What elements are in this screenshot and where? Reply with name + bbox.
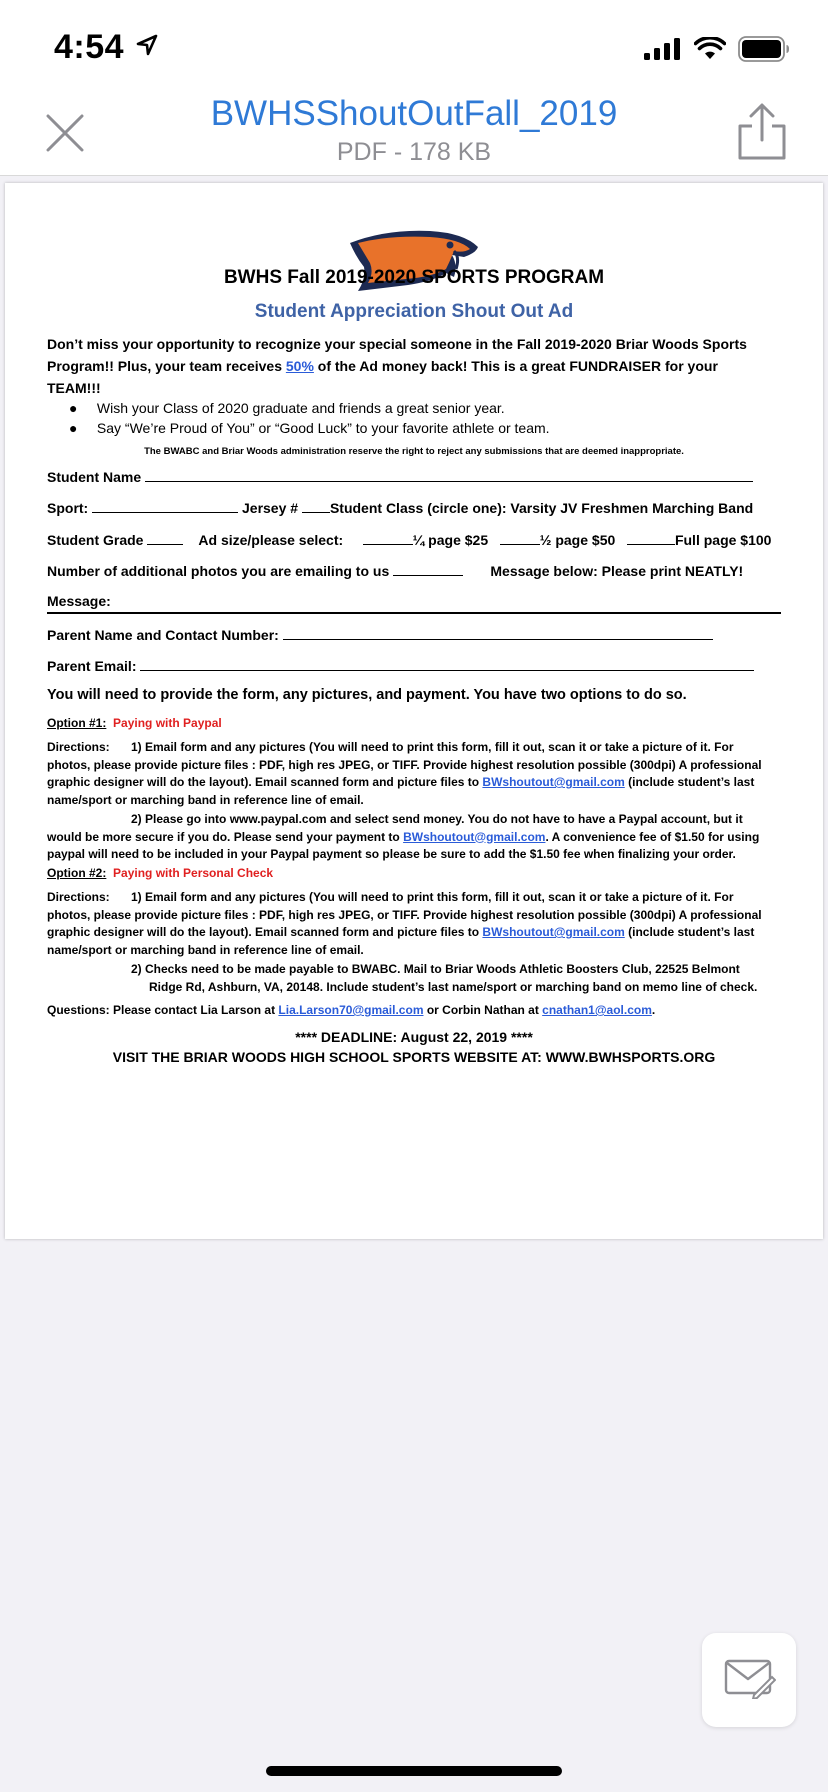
intro-line-3: TEAM!!!	[47, 380, 101, 396]
directions-label: Directions:	[47, 740, 110, 754]
student-name-line[interactable]	[145, 468, 753, 482]
bullet-list	[69, 398, 550, 438]
status-bar	[0, 0, 828, 90]
location-arrow-icon	[136, 34, 158, 56]
jersey-line[interactable]	[302, 499, 330, 513]
ad-size-label: Ad size/please select:	[198, 532, 344, 548]
student-name-label: Student Name	[47, 469, 142, 485]
intro-percent: 50%	[285, 358, 314, 374]
parent-email-line[interactable]	[140, 657, 754, 671]
disclaimer: The BWABC and Briar Woods administration reserve the right to reject any submissions that are deemed inappropriate.	[144, 446, 684, 457]
dir2-line-1	[47, 889, 787, 907]
check-instructions	[47, 961, 787, 996]
status-time	[54, 28, 158, 67]
status-indicators	[644, 36, 790, 62]
check-line-2: Ridge Rd, Ashburn, VA, 20148. Include student’s last name/sport or marching band on memo line of check.	[149, 979, 758, 994]
pay-text-c: . A convenience fee of $1.50 for using	[545, 829, 760, 844]
dir2-line-4: name/sport or marching band in reference line of email.	[47, 942, 364, 957]
dir1-line-2: photos, please provide picture files : PDF, high res JPEG, or TIFF. Provide highest resolution possible (300dpi) A professional	[47, 757, 762, 772]
questions-line	[47, 1002, 787, 1020]
deadline: **** DEADLINE: August 22, 2019 ****	[295, 1029, 533, 1045]
student-grade-line[interactable]	[147, 531, 183, 545]
quarter-page-label: ¼ page $25	[412, 532, 489, 548]
dir2-line-3	[47, 924, 787, 942]
option-2-directions	[47, 889, 787, 959]
dir1-text-a: 1) Email form and any pictures (You will need to print this form, fill it out, scan it or take a picture of it. For	[131, 740, 734, 754]
questions-text-a: Questions: Please contact Lia Larson at	[47, 1003, 279, 1017]
dir1-line-4: name/sport or marching band in reference line of email.	[47, 792, 364, 807]
intro-text-b: Program!! Plus, your team receives	[47, 358, 286, 374]
list-item: ● Say “We’re Proud of You” or “Good Luck” to your favorite athlete or team.	[69, 420, 550, 436]
dir1-line-1	[47, 739, 787, 757]
questions-text-b: or Corbin Nathan at	[423, 1003, 543, 1017]
pay-line-2	[47, 829, 787, 847]
dir1-text-d: (include student’s last	[624, 775, 755, 789]
pdf-page[interactable]	[5, 183, 823, 1239]
bw-email-link-3[interactable]: BWshoutout@gmail.com	[482, 925, 625, 939]
half-page-line[interactable]	[500, 531, 540, 545]
option-2-label: Option #2:	[47, 866, 107, 880]
paypal-instructions	[47, 811, 787, 864]
doc-subtitle: Student Appreciation Shout Out Ad	[254, 301, 574, 322]
option-2-heading	[47, 865, 273, 883]
cellular-signal-icon	[644, 38, 682, 60]
share-icon[interactable]	[734, 102, 790, 162]
full-page-line[interactable]	[627, 531, 675, 545]
lia-email-link[interactable]: Lia.Larson70@gmail.com	[278, 1003, 424, 1017]
document-title: BWHSShoutOutFall_2019	[210, 94, 618, 133]
pay-line-1: 2) Please go into www.paypal.com and select send money. You do not have to have a Paypal account, but it	[131, 812, 743, 826]
bw-email-link[interactable]: BWshoutout@gmail.com	[482, 775, 625, 789]
battery-icon	[738, 36, 790, 62]
document-header	[0, 90, 828, 176]
message-row[interactable]	[47, 593, 781, 614]
parent-email-row	[47, 657, 787, 674]
option-1-heading	[47, 715, 222, 733]
message-label: Message:	[47, 593, 111, 609]
wifi-icon	[694, 37, 726, 61]
option-1-title: Paying with Paypal	[113, 716, 222, 730]
website-line: VISIT THE BRIAR WOODS HIGH SCHOOL SPORTS WEBSITE AT: WWW.BWHSPORTS.ORG	[112, 1049, 716, 1065]
document-subtitle: PDF - 178 KB	[336, 138, 492, 166]
bullet-text-2: Say “We’re Proud of You” or “Good Luck” to your favorite athlete or team.	[96, 420, 550, 436]
list-item: ● Wish your Class of 2020 graduate and friends a great senior year.	[69, 400, 505, 416]
jersey-label: Jersey #	[242, 500, 299, 516]
intro-line-1: Don’t miss your opportunity to recognize your special someone in the Fall 2019-2020 Briar Woods Sports	[47, 336, 747, 352]
option-1-label: Option #1:	[47, 716, 107, 730]
dir2-text-d: (include student’s last	[624, 925, 755, 939]
student-class-label: Student Class (circle one): Varsity JV Freshmen Marching Band	[329, 500, 754, 516]
questions-text-c: .	[651, 1003, 656, 1017]
option-1-directions	[47, 739, 787, 809]
quarter-page-line[interactable]	[363, 531, 413, 545]
student-grade-label: Student Grade	[47, 532, 144, 548]
intro-paragraph	[47, 333, 787, 399]
parent-name-label: Parent Name and Contact Number:	[47, 627, 279, 643]
parent-name-row	[47, 626, 787, 643]
directions-label-2: Directions:	[47, 890, 110, 904]
pay-line-3: paypal will need to be included in your Paypal payment so please be sure to add the $1.50 fee when finalizing your order.	[47, 847, 736, 861]
grade-row	[47, 531, 787, 548]
student-name-row	[47, 468, 767, 485]
intro-line-2	[47, 355, 787, 377]
dir2-text-c: graphic designer will do the layout). Email scanned form and picture files to	[47, 925, 483, 939]
mail-edit-icon	[724, 1659, 776, 1699]
pay-text-b: would be more secure if you do. Please send your payment to	[47, 829, 404, 844]
photos-row	[47, 562, 787, 579]
option-2-title: Paying with Personal Check	[113, 866, 274, 880]
half-page-label: ½ page $50	[539, 532, 616, 548]
home-indicator[interactable]	[266, 1766, 562, 1776]
photos-label: Number of additional photos you are emailing to us	[47, 563, 390, 579]
full-page-label: Full page $100	[674, 532, 772, 548]
parent-email-label: Parent Email:	[47, 658, 137, 674]
dir2-text-a: 1) Email form and any pictures (You will need to print this form, fill it out, scan it or take a picture of it. For	[131, 890, 734, 904]
corbin-email-link[interactable]: cnathan1@aol.com	[542, 1003, 652, 1017]
photos-line[interactable]	[393, 562, 463, 576]
doc-title: BWHS Fall 2019-2020 SPORTS PROGRAM	[223, 267, 605, 288]
intro-text-c: of the Ad money back! This is a great FUNDRAISER for your	[313, 358, 718, 374]
sport-label: Sport:	[47, 500, 89, 516]
sport-line[interactable]	[92, 499, 238, 513]
message-instruction: Message below: Please print NEATLY!	[490, 563, 744, 579]
status-time-text: 4:54	[54, 28, 125, 66]
check-line-1: 2) Checks need to be made payable to BWABC. Mail to Briar Woods Athletic Boosters Club, 22525 Belmont	[131, 962, 740, 976]
dir1-text-c: graphic designer will do the layout). Email scanned form and picture files to	[47, 775, 483, 789]
parent-name-line[interactable]	[283, 626, 713, 640]
sport-row	[47, 499, 787, 516]
bullet-text-1: Wish your Class of 2020 graduate and friends a great senior year.	[96, 400, 505, 416]
provide-instructions: You will need to provide the form, any pictures, and payment. You have two options to do so.	[47, 687, 687, 703]
dir1-line-3	[47, 774, 787, 792]
markup-mail-button[interactable]	[702, 1633, 796, 1727]
dir2-line-2: photos, please provide picture files : PDF, high res JPEG, or TIFF. Provide highest resolution possible (300dpi) A professional	[47, 907, 762, 922]
bw-email-link-2[interactable]: BWshoutout@gmail.com	[403, 829, 546, 844]
